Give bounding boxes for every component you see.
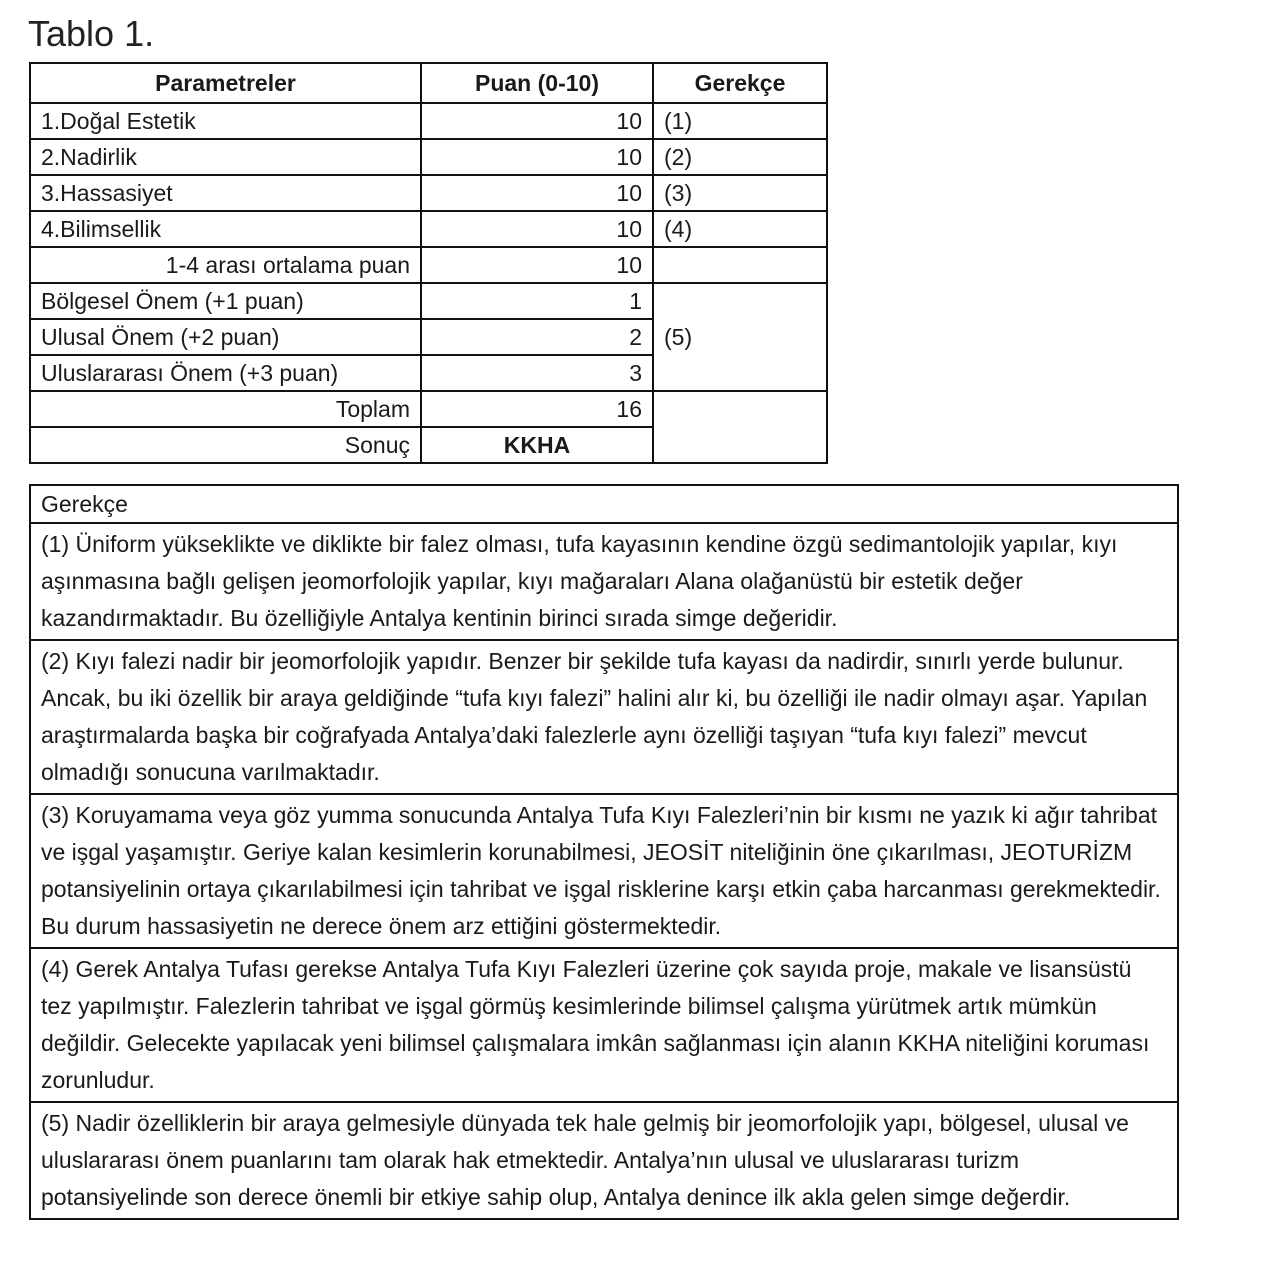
average-ref-empty (653, 247, 827, 283)
param-name: 2.Nadirlik (30, 139, 421, 175)
table-row (30, 211, 827, 247)
average-score: 10 (421, 247, 653, 283)
justification-item: (4) Gerek Antalya Tufası gerekse Antalya Tufa Kıyı Falezleri üzerine çok sayıda proje, makale ve lisansüstü tez yapılmıştır. Falezlerin tahribat ve işgal görmüş kesimlerinde bilimsel çalışma yürütmek artık mümkün değildir. Gelecekte yapılacak yeni bilimsel çalışmalara imkân sağlanması için alanın KKHA niteliğini koruması zorunludur. (31, 949, 1177, 1103)
importance-score: 3 (421, 355, 653, 391)
total-score: 16 (421, 391, 653, 427)
importance-label: Ulusal Önem (+2 puan) (30, 319, 421, 355)
average-row (30, 247, 827, 283)
param-name: 4.Bilimsellik (30, 211, 421, 247)
param-name: 1.Doğal Estetik (30, 103, 421, 139)
justification-box (29, 484, 1179, 1220)
table-header-row (30, 63, 827, 103)
header-justification: Gerekçe (653, 63, 827, 103)
importance-label: Bölgesel Önem (+1 puan) (30, 283, 421, 319)
table-row (30, 175, 827, 211)
table-row (30, 139, 827, 175)
param-score: 10 (421, 139, 653, 175)
table-title: Tablo 1. (28, 13, 155, 54)
result-value: KKHA (421, 427, 653, 463)
param-name: 3.Hassasiyet (30, 175, 421, 211)
justification-item: (1) Üniform yükseklikte ve diklikte bir falez olması, tufa kayasının kendine özgü sedimantolojik yapılar, kıyı aşınmasına bağlı gelişen jeomorfolojik yapılar, kıyı mağaraları Alana olağanüstü bir estetik değer kazandırmaktadır. Bu özelliğiyle Antalya kentinin birinci sırada simge değeridir. (31, 524, 1177, 641)
importance-score: 1 (421, 283, 653, 319)
param-score: 10 (421, 175, 653, 211)
header-parameters: Parametreler (30, 63, 421, 103)
justification-heading: Gerekçe (31, 486, 1177, 524)
param-score: 10 (421, 211, 653, 247)
param-ref: (3) (653, 175, 827, 211)
param-score: 10 (421, 103, 653, 139)
importance-label: Uluslararası Önem (+3 puan) (30, 355, 421, 391)
average-label: 1-4 arası ortalama puan (30, 247, 421, 283)
justification-item: (5) Nadir özelliklerin bir araya gelmesiyle dünyada tek hale gelmiş bir jeomorfolojik yapı, bölgesel, ulusal ve uluslararası önem puanlarını tam olarak hak etmektedir. Antalya’nın ulusal ve uluslararası turizm potansiyelinde son derece önemli bir etkiye sahip olup, Antalya denince ilk akla gelen simge değerdir. (41, 1110, 1129, 1210)
parameters-table (29, 62, 828, 464)
table-row (30, 103, 827, 139)
param-ref: (4) (653, 211, 827, 247)
importance-ref: (5) (653, 283, 827, 391)
total-label: Toplam (30, 391, 421, 427)
importance-score: 2 (421, 319, 653, 355)
total-ref-empty (653, 391, 827, 463)
total-row (30, 391, 827, 427)
result-label: Sonuç (30, 427, 421, 463)
justification-item: (3) Koruyamama veya göz yumma sonucunda Antalya Tufa Kıyı Falezleri’nin bir kısmı ne yazık ki ağır tahribat ve işgal yaşamıştır. Geriye kalan kesimlerin korunabilmesi, JEOSİT niteliğinin öne çıkarılması, JEOTURİZM potansiyelinin ortaya çıkarılabilmesi için tahribat ve işgal risklerine karşı etkin çaba harcanması gerekmektedir. Bu durum hassasiyetin ne derece önem arz ettiğini göstermektedir. (31, 795, 1177, 949)
header-score: Puan (0-10) (421, 63, 653, 103)
justification-item: (2) Kıyı falezi nadir bir jeomorfolojik yapıdır. Benzer bir şekilde tufa kayası da nadirdir, sınırlı yerde bulunur. Ancak, bu iki özellik bir araya geldiğinde “tufa kıyı falezi” halini alır ki, bu özelliği ile nadir olmayı aşar. Yapılan araştırmalarda başka bir coğrafyada Antalya’daki falezlerle aynı özelliği taşıyan “tufa kıyı falezi” mevcut olmadığı sonucuna varılmaktadır. (31, 641, 1177, 795)
param-ref: (2) (653, 139, 827, 175)
importance-row (30, 283, 827, 319)
param-ref: (1) (653, 103, 827, 139)
